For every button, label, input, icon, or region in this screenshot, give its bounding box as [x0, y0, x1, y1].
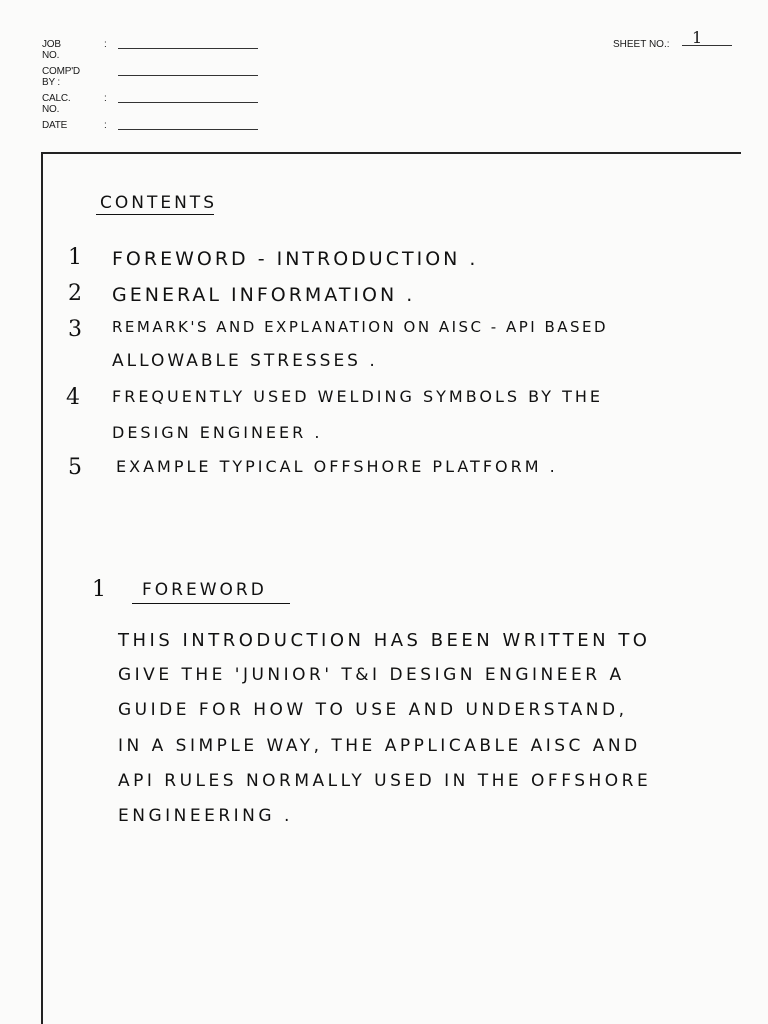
foreword-title: FOREWORD — [142, 580, 267, 600]
contents-item-4: FREQUENTLY USED WELDING SYMBOLS BY THE — [112, 387, 604, 406]
frame-top-border — [41, 152, 741, 154]
foreword-line-2: GIVE THE 'JUNIOR' T&I DESIGN ENGINEER A — [118, 665, 625, 685]
contents-item-5-num: 5 — [68, 455, 82, 480]
contents-item-2-num: 2 — [68, 281, 82, 306]
contents-item-4-cont: DESIGN ENGINEER . — [112, 423, 323, 442]
foreword-line-3: GUIDE FOR HOW TO USE AND UNDERSTAND, — [118, 700, 628, 720]
foreword-line-6: ENGINEERING . — [118, 806, 293, 826]
sheet-no-value: 1 — [692, 28, 703, 47]
foreword-line-5: API RULES NORMALLY USED IN THE OFFSHORE — [118, 771, 652, 791]
contents-title-underline — [96, 214, 214, 215]
job-no-line — [118, 48, 258, 49]
contents-item-3-cont: ALLOWABLE STRESSES . — [112, 351, 378, 371]
foreword-line-1: THIS INTRODUCTION HAS BEEN WRITTEN TO — [118, 630, 651, 651]
date-line — [118, 129, 258, 130]
sheet-no-label: SHEET NO.: — [613, 39, 670, 50]
contents-title: CONTENTS — [100, 193, 217, 213]
calc-no-label: CALC. NO. — [42, 93, 71, 115]
sheet-no-line — [682, 45, 732, 46]
foreword-num: 1 — [92, 577, 106, 602]
contents-item-1: FOREWORD - INTRODUCTION . — [112, 248, 479, 270]
contents-item-5: EXAMPLE TYPICAL OFFSHORE PLATFORM . — [116, 457, 558, 476]
contents-item-3-num: 3 — [68, 317, 82, 342]
foreword-title-underline — [132, 603, 290, 604]
foreword-line-4: IN A SIMPLE WAY, THE APPLICABLE AISC AND — [118, 736, 641, 756]
contents-item-1-num: 1 — [68, 245, 82, 270]
contents-item-4-num: 4 — [66, 385, 80, 410]
calc-no-colon: : — [104, 93, 107, 104]
contents-item-3: REMARK'S AND EXPLANATION ON AISC - API BASED — [112, 318, 609, 336]
job-no-label: JOB NO. — [42, 39, 61, 61]
compd-by-label: COMP'D BY : — [42, 66, 80, 88]
contents-item-2: GENERAL INFORMATION . — [112, 284, 416, 306]
compd-by-line — [118, 75, 258, 76]
calc-no-line — [118, 102, 258, 103]
date-colon: : — [104, 120, 107, 131]
date-label: DATE — [42, 120, 68, 131]
frame-left-border — [41, 152, 43, 1024]
job-no-colon: : — [104, 39, 107, 50]
